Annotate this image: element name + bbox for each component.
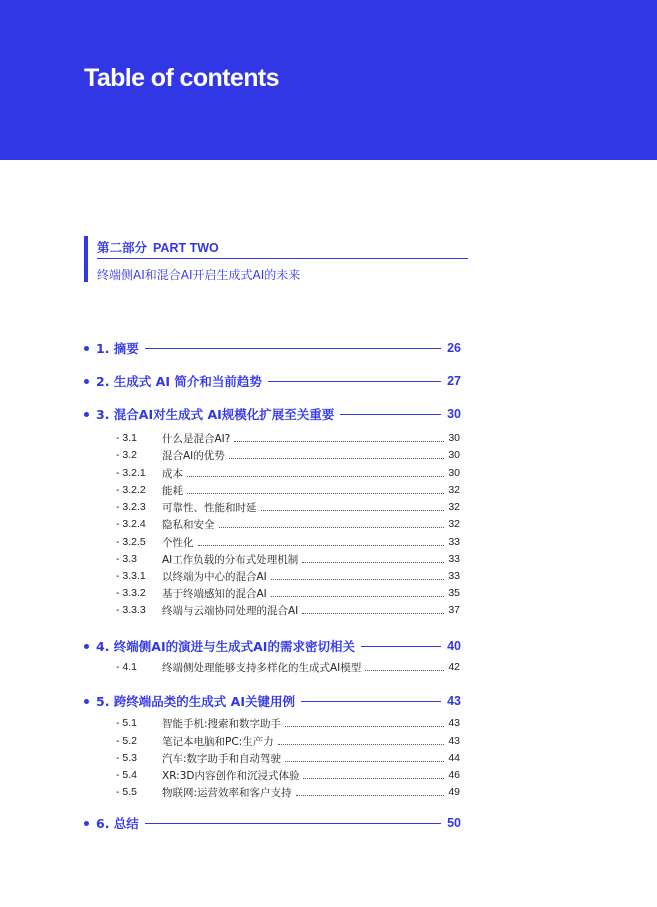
- bullet-icon: [84, 412, 89, 417]
- subsection-page: 44: [448, 752, 460, 764]
- leader-line: [301, 701, 441, 702]
- bullet-icon: [84, 644, 89, 649]
- toc-subsection[interactable]: [116, 466, 460, 480]
- subsection-number: - 3.2.4: [116, 518, 146, 530]
- leader-line: [340, 414, 441, 415]
- subsection-number: - 5.2: [116, 735, 138, 747]
- subsection-number: - 3.2.5: [116, 536, 146, 548]
- dot-leader: [365, 670, 444, 671]
- dot-leader: [296, 795, 445, 796]
- toc-subsection[interactable]: [116, 535, 460, 549]
- subsection-number: - 5.3: [116, 752, 138, 764]
- subsection-title: 什么是混合AI?: [162, 432, 231, 445]
- subsection-title: 终端侧处理能够支持多样化的生成式AI模型: [162, 661, 362, 674]
- subsection-title: 汽车:数字助手和自动驾驶: [162, 752, 282, 765]
- subsection-page: 30: [448, 432, 460, 444]
- subsection-page: 32: [448, 484, 460, 496]
- subsection-number: - 3.3.1: [116, 570, 146, 582]
- bullet-icon: [84, 821, 89, 826]
- subsection-page: 32: [448, 501, 460, 513]
- subsection-number: - 3.2.2: [116, 484, 146, 496]
- bullet-icon: [84, 379, 89, 384]
- subsection-title: 基于终端感知的混合AI: [162, 587, 267, 600]
- subsection-page: 33: [448, 570, 460, 582]
- part-subtitle: 终端侧AI和混合AI开启生成式AI的未来: [97, 268, 301, 282]
- part-heading: [84, 236, 468, 282]
- leader-line: [361, 646, 441, 647]
- part-label-en: PART TWO: [153, 241, 219, 255]
- dot-leader: [198, 545, 445, 546]
- subsection-number: - 3.2.3: [116, 501, 146, 513]
- subsection-title: 物联网:运营效率和客户支持: [162, 786, 292, 799]
- leader-line: [268, 381, 441, 382]
- toc-section[interactable]: [84, 814, 461, 832]
- toc-subsection[interactable]: [116, 448, 460, 462]
- toc-subsection[interactable]: [116, 716, 460, 730]
- dot-leader: [271, 579, 445, 580]
- part-label: [97, 238, 219, 256]
- dot-leader: [229, 458, 445, 459]
- subsection-page: 43: [448, 735, 460, 747]
- toc-subsection[interactable]: [116, 552, 460, 566]
- section-title: 4. 终端侧AI的演进与生成式AI的需求密切相关: [96, 639, 355, 654]
- section-page: 40: [447, 639, 461, 653]
- dot-leader: [278, 744, 445, 745]
- dot-leader: [302, 613, 444, 614]
- subsection-title: 笔记本电脑和PC:生产力: [162, 735, 274, 748]
- section-page: 30: [447, 407, 461, 421]
- subsection-number: - 3.1: [116, 432, 138, 444]
- toc-section[interactable]: [84, 339, 461, 357]
- bullet-icon: [84, 346, 89, 351]
- bullet-icon: [84, 699, 89, 704]
- section-page: 43: [447, 694, 461, 708]
- dot-leader: [303, 778, 444, 779]
- toc-subsection[interactable]: [116, 517, 460, 531]
- subsection-page: 43: [448, 717, 460, 729]
- section-title: 3. 混合AI对生成式 AI规模化扩展至关重要: [96, 407, 335, 422]
- subsection-title: AI工作负载的分布式处理机制: [162, 553, 299, 566]
- page-title: Table of contents: [84, 64, 279, 92]
- header-banner: [0, 0, 657, 160]
- toc-subsection[interactable]: [116, 768, 460, 782]
- subsection-page: 30: [448, 449, 460, 461]
- toc-subsection[interactable]: [116, 500, 460, 514]
- dot-leader: [285, 726, 444, 727]
- subsection-title: 能耗: [162, 484, 183, 497]
- toc-subsection[interactable]: [116, 751, 460, 765]
- toc-subsection[interactable]: [116, 734, 460, 748]
- subsection-page: 33: [448, 536, 460, 548]
- subsection-number: - 3.2: [116, 449, 138, 461]
- toc-subsection[interactable]: [116, 603, 460, 617]
- toc-section[interactable]: [84, 692, 461, 710]
- toc-subsection[interactable]: [116, 431, 460, 445]
- part-divider: [97, 258, 468, 259]
- toc-section[interactable]: [84, 405, 461, 423]
- dot-leader: [219, 527, 445, 528]
- section-page: 27: [447, 374, 461, 388]
- section-title: 6. 总结: [96, 816, 139, 831]
- section-title: 1. 摘要: [96, 341, 139, 356]
- subsection-number: - 5.1: [116, 717, 138, 729]
- subsection-number: - 5.5: [116, 786, 138, 798]
- subsection-number: - 3.3.2: [116, 587, 146, 599]
- subsection-page: 32: [448, 518, 460, 530]
- dot-leader: [285, 761, 444, 762]
- toc-subsection[interactable]: [116, 569, 460, 583]
- subsection-page: 30: [448, 467, 460, 479]
- toc-subsection[interactable]: [116, 785, 460, 799]
- toc-subsection[interactable]: [116, 660, 460, 674]
- toc-subsection[interactable]: [116, 483, 460, 497]
- leader-line: [145, 348, 441, 349]
- subsection-title: 隐私和安全: [162, 518, 215, 531]
- section-page: 50: [447, 816, 461, 830]
- subsection-page: 49: [448, 786, 460, 798]
- subsection-page: 35: [448, 587, 460, 599]
- dot-leader: [187, 493, 444, 494]
- subsection-title: 成本: [162, 467, 183, 480]
- subsection-number: - 3.2.1: [116, 467, 146, 479]
- part-label-cn: 第二部分: [97, 240, 148, 255]
- section-title: 5. 跨终端品类的生成式 AI关键用例: [96, 694, 295, 709]
- toc-section[interactable]: [84, 637, 461, 655]
- toc-section[interactable]: [84, 372, 461, 390]
- subsection-page: 42: [448, 661, 460, 673]
- subsection-title: 个性化: [162, 536, 194, 549]
- dot-leader: [302, 562, 444, 563]
- subsection-number: - 5.4: [116, 769, 138, 781]
- section-page: 26: [447, 341, 461, 355]
- subsection-title: 混合AI的优势: [162, 449, 225, 462]
- subsection-page: 33: [448, 553, 460, 565]
- dot-leader: [187, 476, 444, 477]
- subsection-number: - 3.3.3: [116, 604, 146, 616]
- dot-leader: [271, 596, 445, 597]
- toc-subsection[interactable]: [116, 586, 460, 600]
- subsection-title: 可靠性、性能和时延: [162, 501, 257, 514]
- dot-leader: [261, 510, 445, 511]
- leader-line: [145, 823, 441, 824]
- subsection-title: XR:3D内容创作和沉浸式体验: [162, 769, 300, 782]
- subsection-page: 37: [448, 604, 460, 616]
- subsection-title: 智能手机:搜索和数字助手: [162, 717, 282, 730]
- subsection-page: 46: [448, 769, 460, 781]
- dot-leader: [234, 441, 444, 442]
- subsection-title: 终端与云端协同处理的混合AI: [162, 604, 299, 617]
- section-title: 2. 生成式 AI 简介和当前趋势: [96, 374, 262, 389]
- subsection-title: 以终端为中心的混合AI: [162, 570, 267, 583]
- subsection-number: - 3.3: [116, 553, 138, 565]
- subsection-number: - 4.1: [116, 661, 138, 673]
